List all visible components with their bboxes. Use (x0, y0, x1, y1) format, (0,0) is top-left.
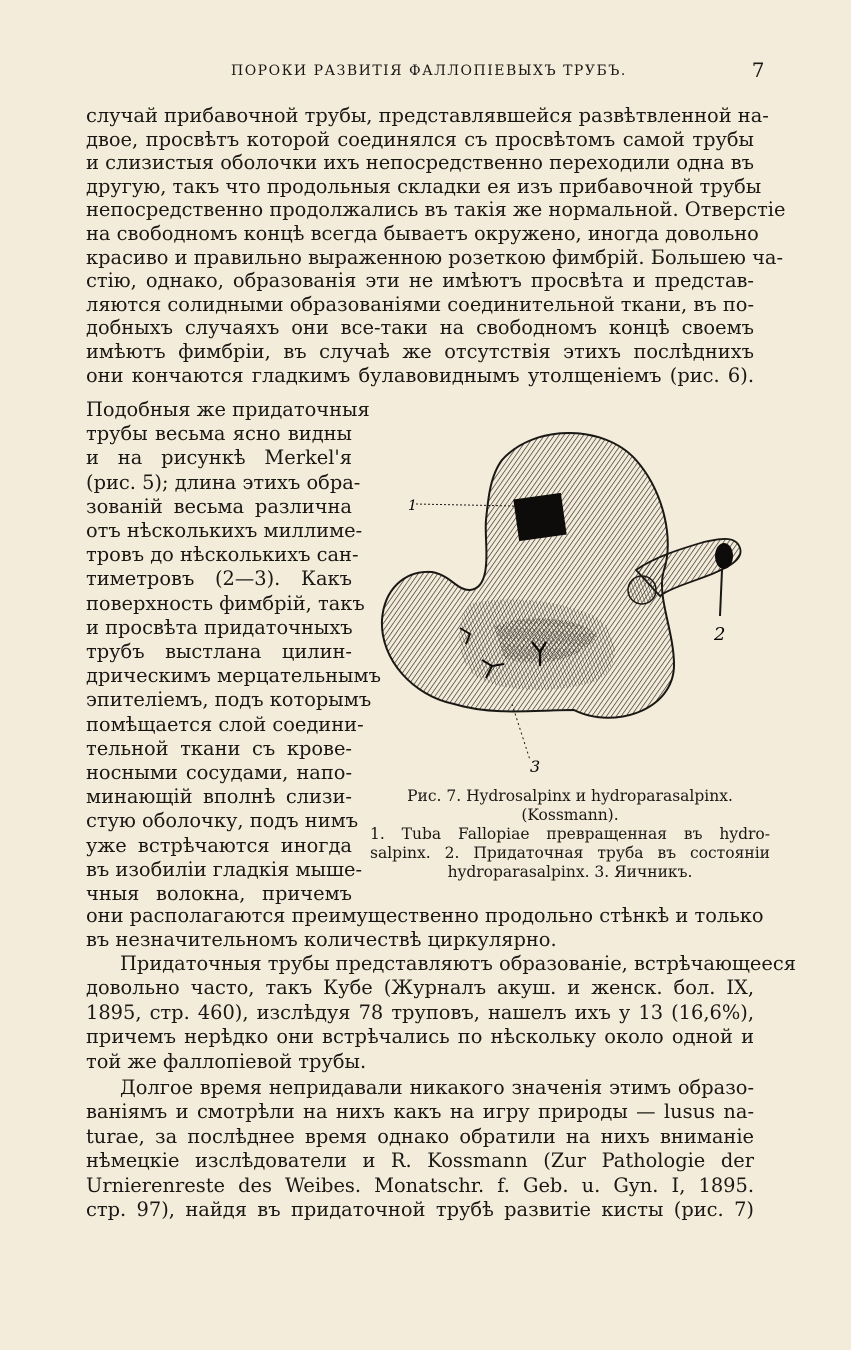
text-line: Долгое время непридавали никакого значенія этимъ образо- (120, 1076, 754, 1099)
text-line: въ изобиліи гладкія мыше- (86, 857, 363, 881)
text-line: минающій вполнѣ слизи- (86, 785, 352, 809)
figure-label-2: 2 (714, 624, 726, 645)
paragraph-continuation (86, 904, 764, 952)
text-line: уже встрѣчаются иногда (86, 833, 352, 857)
text-line: 1895, стр. 460), изслѣдуя 78 труповъ, нашелъ ихъ у 13 (16,6%), (86, 1000, 754, 1024)
text-line: въ незначительномъ количествѣ циркулярно. (86, 928, 557, 951)
text-line: случай прибавочной трубы, представлявшейся развѣтвленной на- (86, 104, 769, 127)
text-line: тиметровъ (2—3). Какъ (86, 567, 352, 591)
text-line: другую, такъ что продольныя складки ея изъ прибавочной трубы (86, 174, 762, 198)
caption-line: 1. Tuba Falloрiae превращенная въ hydro- (370, 825, 770, 843)
text-line: они располагаются преимущественно продольно стѣнкѣ и только (86, 904, 764, 927)
caption-line: Рис. 7. Hydrosalpinx и hydroparasalpinx. (407, 787, 733, 805)
figure-caption (370, 787, 770, 882)
text-line: трубы весьма ясно видны (86, 422, 352, 446)
running-title: ПОРОКИ РАЗВИТІЯ ФАЛЛОПІЕВЫХЪ ТРУБЪ. (231, 63, 627, 79)
text-line: отъ нѣсколькихъ миллиме- (86, 519, 363, 543)
text-line: на свободномъ концѣ всегда бываетъ окружено, иногда довольно (86, 221, 759, 245)
text-line: тровъ до нѣсколькихъ сан- (86, 543, 359, 567)
text-line: стр. 97), найдя въ придаточной трубѣ развитіе кисты (рис. 7) (86, 1198, 754, 1222)
caption-line: salpinx. 2. Придаточная труба въ состояніи (370, 844, 770, 862)
text-line: Подобныя же придаточныя (86, 398, 370, 421)
figure-illustration (374, 420, 766, 780)
text-line: той же фаллопіевой трубы. (86, 1049, 367, 1073)
text-line: Придаточныя трубы представляютъ образованіе, встрѣчающееся (120, 952, 796, 975)
text-line: ляются солидными образованіями соединительной ткани, въ по- (86, 292, 754, 316)
paragraph-3 (86, 952, 796, 1074)
running-header (86, 60, 766, 84)
text-line: стію, однако, образованія эти не имѣютъ просвѣта и представ- (86, 269, 754, 293)
text-line: turae, за послѣднее время однако обратили на нихъ вниманіе (86, 1124, 754, 1148)
text-line: носными сосудами, напо- (86, 761, 352, 785)
caption-line: (Kossmann). (521, 806, 619, 824)
text-line: стую оболочку, подъ нимъ (86, 809, 359, 833)
text-line: довольно часто, такъ Кубе (Журналъ акуш. и женск. бол. IX, (86, 976, 754, 1000)
text-line: чныя волокна, причемъ (86, 882, 352, 906)
figure-label-3: 3 (530, 757, 541, 776)
text-line: имѣютъ фимбріи, въ случаѣ же отсутствія этихъ послѣднихъ (86, 339, 754, 363)
figure-label-1: 1 (408, 498, 417, 514)
page-number: 7 (751, 58, 766, 82)
text-line: добныхъ случаяхъ они все-таки на свободномъ концѣ своемъ (86, 316, 754, 340)
paragraph-1 (86, 104, 786, 387)
text-line: дрическимъ мерцательнымъ (86, 664, 381, 688)
text-line: причемъ нерѣдко они встрѣчались по нѣскольку около одной и (86, 1025, 754, 1049)
text-line: тельной ткани съ крове- (86, 736, 352, 760)
text-line: красиво и правильно выраженною розеткою фимбрій. Большею ча- (86, 245, 784, 269)
text-line: они кончаются гладкимъ булавовиднымъ утолщеніемъ (рис. 6). (86, 363, 754, 387)
caption-line: hydroparasalpinx. 3. Яичникъ. (447, 863, 693, 881)
text-line: и просвѣта придаточныхъ (86, 615, 353, 639)
text-line: трубъ выстлана цилин- (86, 640, 352, 664)
text-line: ваніямъ и смотрѣли на нихъ какъ на игру природы — lusus na- (86, 1100, 754, 1124)
text-line: (рис. 5); длина этихъ обра- (86, 470, 361, 494)
text-line: помѣщается слой соедини- (86, 712, 364, 736)
text-line: поверхность фимбрій, такъ (86, 591, 365, 615)
text-line: зованій весьма различна (86, 494, 352, 518)
text-line: двое, просвѣтъ которой соединялся съ просвѣтомъ самой трубы (86, 127, 754, 151)
text-line: и слизистыя оболочки ихъ непосредственно переходили одна въ (86, 151, 754, 175)
hydrosalpinx-drawing (374, 420, 766, 780)
text-line: эпителіемъ, подъ которымъ (86, 688, 372, 712)
text-line: непосредственно продолжались въ такія же нормальной. Отверстіе (86, 198, 786, 222)
text-line: Urnierenreste des Weibes. Monatschr. f. Geb. u. Gyn. I, 1895. (86, 1173, 754, 1197)
paragraph-4 (86, 1076, 754, 1222)
left-column-text (86, 398, 381, 906)
text-line: и на рисункѣ Merkel'я (86, 446, 352, 470)
text-line: нѣмецкіе изслѣдователи и R. Kossmann (Zur Pathologie der (86, 1149, 754, 1173)
